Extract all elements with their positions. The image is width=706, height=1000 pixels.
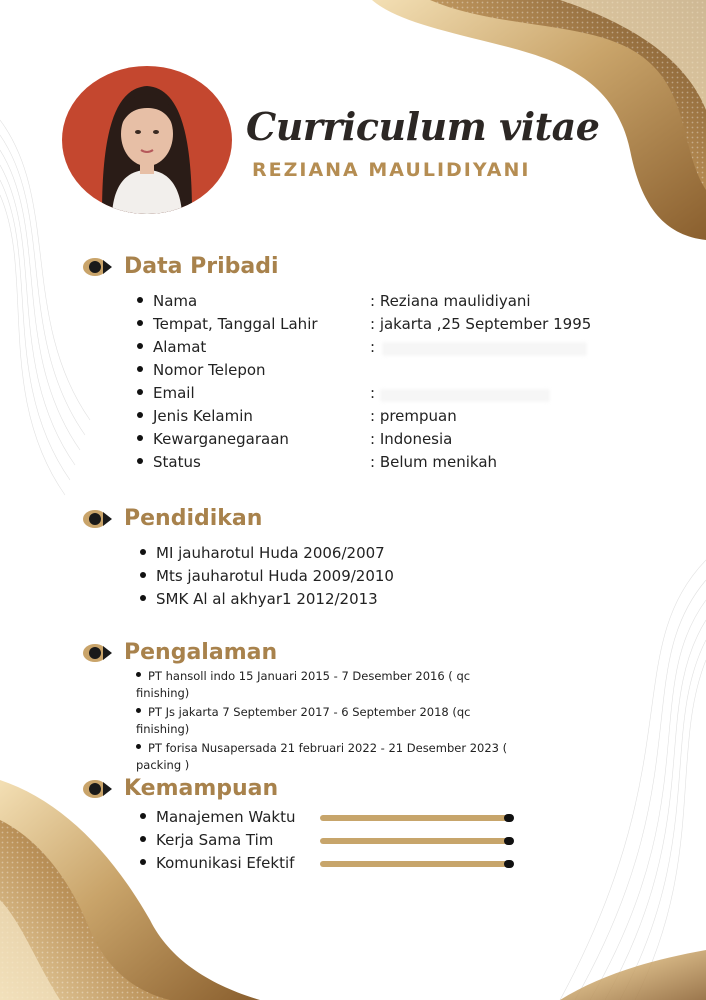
- personal-value-alamat: :: [370, 338, 376, 356]
- skill-bar: [320, 861, 512, 867]
- section-bullet-icon: [82, 643, 114, 663]
- personal-value-nama: : Reziana maulidiyani: [370, 292, 531, 310]
- skill-label: Manajemen Waktu: [140, 808, 295, 826]
- experience-item: PT forisa Nusapersada 21 februari 2022 - 21 Desember 2023 ( packing ): [136, 741, 508, 772]
- skill-bar: [320, 838, 512, 844]
- personal-value-status: : Belum menikah: [370, 453, 498, 471]
- personal-label-email: Email: [137, 384, 195, 402]
- section-heading-pengalaman: Pengalaman: [82, 640, 277, 665]
- redacted-email: [380, 389, 550, 402]
- experience-item: PT Js jakarta 7 September 2017 - 6 September 2018 (qc finishing): [136, 705, 471, 736]
- personal-value-jenis-kelamin: : prempuan: [370, 407, 457, 425]
- personal-label-status: Status: [137, 453, 201, 471]
- section-heading-kemampuan: Kemampuan: [82, 776, 278, 801]
- personal-label-telepon: Nomor Telepon: [137, 361, 266, 379]
- section-bullet-icon: [82, 779, 114, 799]
- personal-label-kewarganegaraan: Kewarganegaraan: [137, 430, 289, 448]
- section-bullet-icon: [82, 257, 114, 277]
- skill-label: Kerja Sama Tim: [140, 831, 273, 849]
- section-bullet-icon: [82, 509, 114, 529]
- document-title: Curriculum vitae: [246, 104, 600, 149]
- skill-label: Komunikasi Efektif: [140, 854, 294, 872]
- personal-value-ttl: : jakarta ,25 September 1995: [370, 315, 592, 333]
- personal-label-alamat: Alamat: [137, 338, 206, 356]
- personal-value-email: :: [370, 384, 376, 402]
- section-heading-pendidikan: Pendidikan: [82, 506, 262, 531]
- profile-photo: [62, 66, 232, 214]
- redacted-address: [382, 342, 587, 356]
- personal-label-jenis-kelamin: Jenis Kelamin: [137, 407, 253, 425]
- section-heading-data-pribadi: Data Pribadi: [82, 254, 279, 279]
- education-item: MI jauharotul Huda 2006/2007: [140, 544, 385, 562]
- person-name: REZIANA MAULIDIYANI: [252, 159, 531, 181]
- education-item: SMK Al al akhyar1 2012/2013: [140, 590, 378, 608]
- experience-item: PT hansoll indo 15 Januari 2015 - 7 Desember 2016 ( qc finishing): [136, 669, 471, 700]
- education-item: Mts jauharotul Huda 2009/2010: [140, 567, 394, 585]
- skill-bar: [320, 815, 512, 821]
- personal-label-ttl: Tempat, Tanggal Lahir: [137, 315, 318, 333]
- personal-value-kewarganegaraan: : Indonesia: [370, 430, 453, 448]
- personal-label-nama: Nama: [137, 292, 197, 310]
